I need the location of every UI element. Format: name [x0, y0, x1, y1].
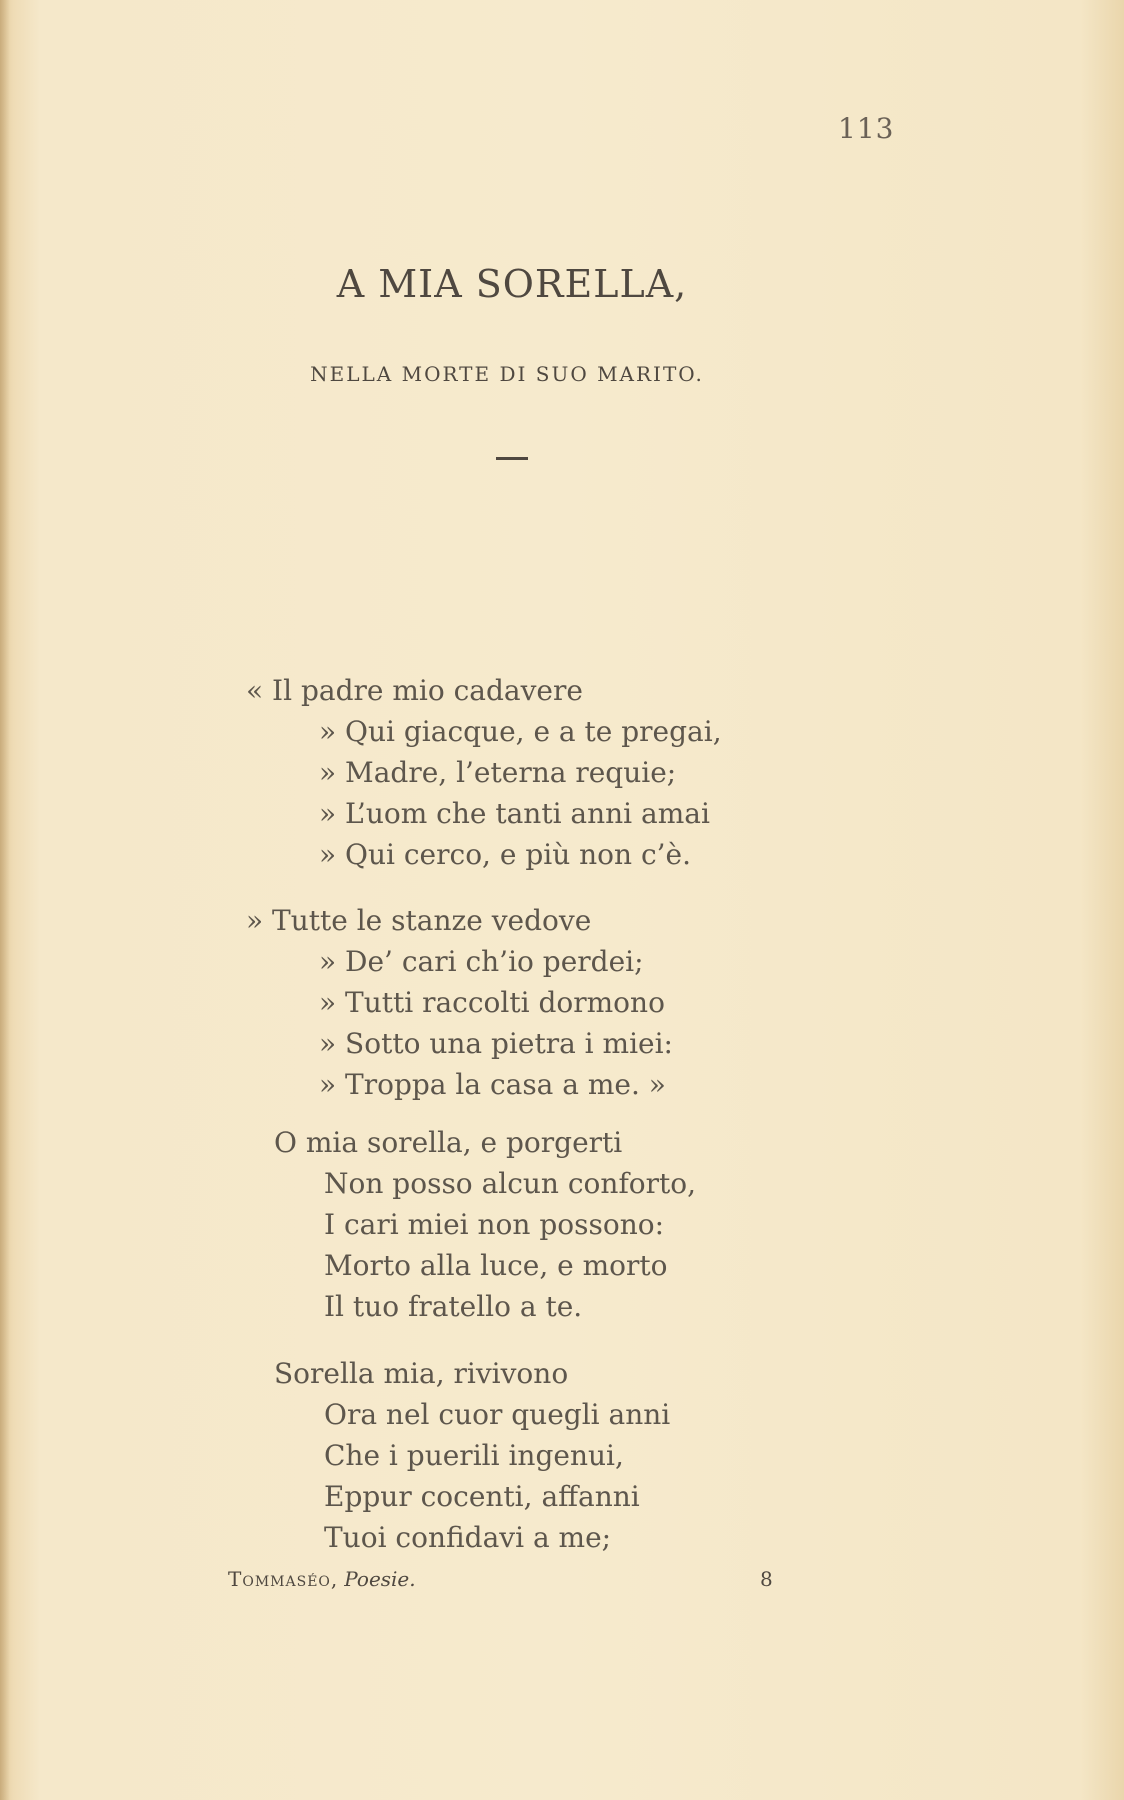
footer-work: Poesie.	[344, 1567, 416, 1591]
poem-title: A MIA SORELLA,	[336, 262, 688, 306]
verse-line: Ora nel cuor quegli anni	[324, 1398, 671, 1431]
verse-line: O mia sorella, e porgerti	[274, 1126, 623, 1159]
stanza-1	[246, 670, 722, 875]
stanza-2	[246, 900, 673, 1105]
stanza-3	[274, 1122, 696, 1327]
verse-line: » Qui giacque, e a te pregai,	[319, 715, 722, 748]
title-rule	[496, 457, 528, 460]
page-number: 113	[838, 112, 895, 145]
verse-line: » L’uom che tanti anni amai	[319, 797, 710, 830]
signature-mark: 8	[760, 1567, 773, 1591]
verse-line: « Il padre mio cadavere	[246, 674, 583, 707]
verse-line: » Madre, l’eterna requie;	[319, 756, 677, 789]
verse-line: Sorella mia, rivivono	[274, 1357, 569, 1390]
verse-line: Tuoi confidavi a me;	[324, 1521, 612, 1554]
verse-line: Eppur cocenti, affanni	[324, 1480, 640, 1513]
verse-line: Non posso alcun conforto,	[324, 1167, 697, 1200]
verse-line: » Qui cerco, e più non c’è.	[319, 838, 692, 871]
verse-line: » Tutti raccolti dormono	[319, 986, 665, 1019]
verse-line: » De’ cari ch’io perdei;	[319, 945, 644, 978]
verse-line: » Sotto una pietra i miei:	[319, 1027, 673, 1060]
verse-line: Che i puerili ingenui,	[324, 1439, 624, 1472]
verse-line: I cari miei non possono:	[324, 1208, 665, 1241]
verse-line: Il tuo fratello a te.	[324, 1290, 583, 1323]
stanza-4	[274, 1353, 670, 1558]
verse-line: Morto alla luce, e morto	[324, 1249, 668, 1282]
footer-author: Tommaséo,	[228, 1567, 339, 1591]
footer-credit	[228, 1567, 416, 1591]
verse-line: » Tutte le stanze vedove	[246, 904, 592, 937]
poem-subtitle: NELLA MORTE DI SUO MARITO.	[310, 362, 704, 386]
verse-line: » Troppa la casa a me. »	[319, 1068, 666, 1101]
